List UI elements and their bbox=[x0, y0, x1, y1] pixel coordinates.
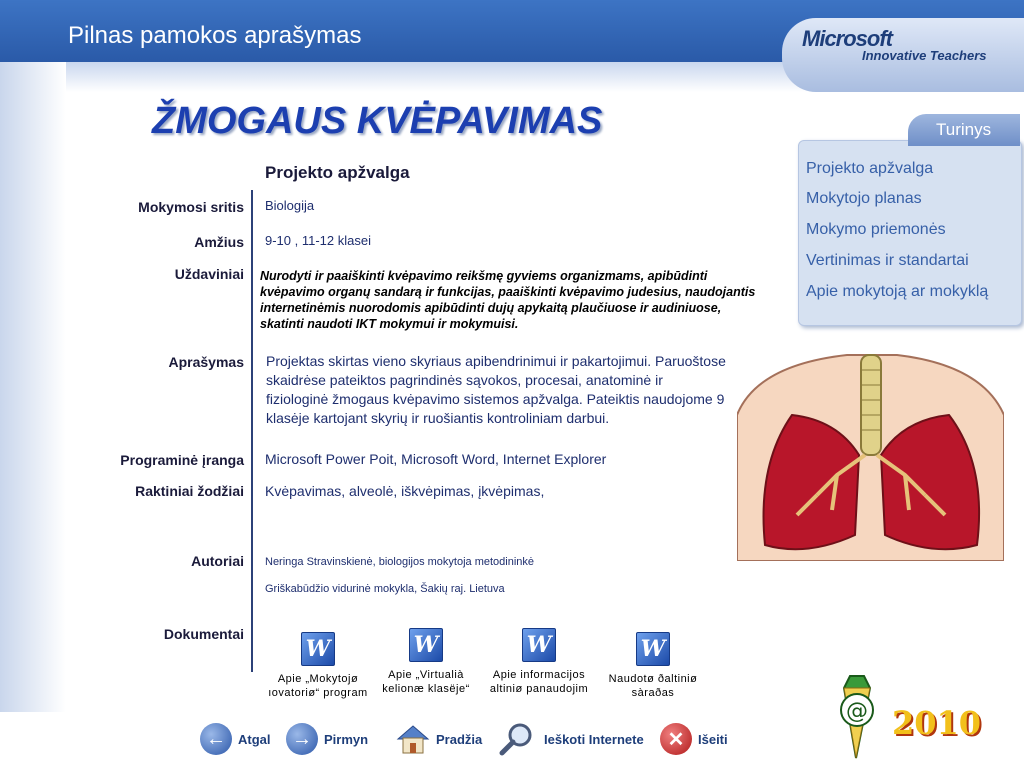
word-doc-icon[interactable]: W bbox=[301, 632, 335, 666]
doc-innovative-teachers[interactable] bbox=[263, 632, 373, 700]
doc-label: Apie informacijos altiniø panaudojim bbox=[489, 669, 589, 695]
column-divider bbox=[251, 190, 253, 672]
school-value: Griškabūdžio vidurinė mokykla, Šakių raj. Lietuva bbox=[265, 583, 505, 595]
magnifier-icon bbox=[498, 722, 538, 756]
toc-item-about[interactable]: Apie mokytoją ar mokyklą bbox=[806, 283, 989, 300]
authors-label: Autoriai bbox=[191, 553, 244, 569]
description-label: Aprašymas bbox=[168, 354, 244, 370]
word-doc-icon[interactable]: W bbox=[522, 628, 556, 662]
documents-label: Dokumentai bbox=[163, 626, 244, 642]
toc-tab-label: Turinys bbox=[936, 120, 992, 139]
forward-button[interactable] bbox=[286, 720, 368, 758]
author-value: Neringa Stravinskienė, biologijos mokytoja metodininkė bbox=[265, 556, 535, 568]
doc-label: Apie „Mokytojø ıovatoriø“ program bbox=[268, 673, 368, 699]
keywords-value: Kvėpavimas, alveolė, iškvėpimas, įkvėpimas, bbox=[265, 483, 545, 499]
lungs-illustration bbox=[737, 345, 1004, 561]
exit-label: Išeiti bbox=[698, 731, 728, 747]
arrow-left-icon: ← bbox=[200, 723, 232, 755]
subject-value: Biologija bbox=[265, 198, 315, 213]
tasks-value: Nurodyti ir paaiškinti kvėpavimo reikšmę gyviems organizmams, apibūdinti kvėpavimo organų sandarą ir funkcijas, paaiškinti kvėpavimo judesius, naudojantis internetinėmis nuorodomis apibūdinti dujų apykaitą plaučiuose ir audiniuose, skatinti naudoti IKT mokymui ir mokymuisi. bbox=[260, 269, 756, 331]
exit-button[interactable] bbox=[660, 720, 728, 758]
doc-info-sources[interactable] bbox=[484, 628, 594, 696]
forward-label: Pirmyn bbox=[324, 731, 369, 747]
search-internet-button[interactable] bbox=[498, 720, 644, 758]
microsoft-subtitle: Innovative Teachers bbox=[862, 48, 987, 63]
home-icon bbox=[396, 723, 430, 755]
tasks-label: Uždaviniai bbox=[174, 266, 244, 282]
section-heading: Projekto apžvalga bbox=[265, 163, 410, 182]
header-title: Pilnas pamokos aprašymas bbox=[68, 22, 362, 49]
back-button[interactable] bbox=[200, 720, 271, 758]
toc-item-resources[interactable]: Mokymo priemonės bbox=[806, 221, 946, 238]
age-label: Amžius bbox=[194, 234, 244, 250]
subject-label: Mokymosi sritis bbox=[138, 199, 244, 215]
toc-item-overview[interactable]: Projekto apžvalga bbox=[806, 160, 934, 177]
doc-virtual-trip[interactable] bbox=[371, 628, 481, 696]
doc-sources-list[interactable] bbox=[598, 632, 708, 700]
home-button[interactable] bbox=[396, 720, 482, 758]
microsoft-logo: Microsoft bbox=[802, 26, 892, 51]
doc-label: Naudotø ðaltiniø sàraðas bbox=[608, 673, 698, 699]
age-value: 9-10 , 11-12 klasei bbox=[265, 233, 371, 248]
home-label: Pradžia bbox=[436, 731, 483, 747]
arrow-right-icon: → bbox=[286, 723, 318, 755]
toc-item-teacher-plan[interactable]: Mokytojo planas bbox=[806, 190, 922, 207]
word-doc-icon[interactable]: W bbox=[636, 632, 670, 666]
back-label: Atgal bbox=[238, 731, 271, 747]
logo-year: 2010 bbox=[892, 704, 982, 742]
toc-item-assessment[interactable]: Vertinimas ir standartai bbox=[806, 252, 969, 269]
word-doc-icon[interactable]: W bbox=[409, 628, 443, 662]
keywords-label: Raktiniai žodžiai bbox=[135, 483, 244, 499]
software-label: Programinė įranga bbox=[120, 452, 244, 468]
search-internet-label: Ieškoti Internete bbox=[544, 731, 644, 747]
close-icon: ✕ bbox=[660, 723, 692, 755]
description-value: Projektas skirtas vieno skyriaus apibendrinimui ir pakartojimui. Paruoštose skaidrėse pateiktos pagrindinės sąvokos, procesai, anatominė ir fiziologinė žmogaus kvėpavimo sistemos apžvalga. Pateiktis naudojome 9 klasėje kartojant skyrių ir ruošiantis kontroliniam darbui. bbox=[266, 353, 726, 426]
page-title: ŽMOGAUS KVĖPAVIMAS bbox=[152, 100, 603, 142]
svg-text:@: @ bbox=[846, 699, 868, 724]
software-value: Microsoft Power Poit, Microsoft Word, Internet Explorer bbox=[265, 451, 607, 467]
left-rail bbox=[0, 62, 66, 712]
doc-label: Apie „Virtualià kelionæ klasëje“ bbox=[382, 669, 470, 695]
